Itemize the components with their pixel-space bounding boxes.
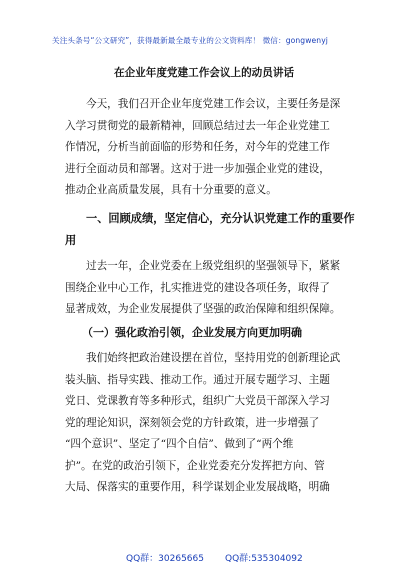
paragraph-line: 进行全面动员和部署。这对于进一步加强企业党的建设， bbox=[65, 162, 330, 175]
paragraph-line: “四个意识”、坚定了“四个自信”、做到了“两个维 bbox=[65, 438, 294, 450]
section-heading bbox=[65, 208, 355, 251]
document-title: 在企业年度党建工作会议上的动员讲话 bbox=[113, 67, 295, 79]
paragraph-line: 护”。在党的政治引领下，企业党委充分发挥把方向、管 bbox=[65, 459, 325, 472]
paragraph-line: 大局、保落实的重要作用，科学谋划企业发展战略，明确 bbox=[65, 481, 330, 493]
header-notice: 关注头条号“公文研究”，获得最新最全最专业的公文资料库！ 微信：gongwenyj bbox=[52, 36, 328, 45]
paragraph-line: 入学习贯彻党的最新精神，回顾总结过去一年企业党建工 bbox=[65, 119, 330, 132]
paragraph-line: 过去一年，企业党委在上级党组织的坚强领导下，紧紧 bbox=[86, 260, 341, 272]
paragraph-line: 我们始终把政治建设摆在首位，坚持用党的创新理论武 bbox=[86, 352, 341, 364]
paragraph-line: 装头脑、指导实践、推动工作。通过开展专题学习、主题 bbox=[65, 373, 330, 386]
paragraph-line: 党的理论知识，深刻领会党的方针政策，进一步增强了 bbox=[65, 416, 320, 429]
paragraph-line: 推动企业高质量发展，具有十分重要的意义。 bbox=[65, 184, 277, 196]
paragraph-line: 显著成效，为企业发展提供了坚强的政治保障和组织保障。 bbox=[65, 303, 341, 315]
heading-line: 用 bbox=[65, 232, 77, 247]
intro-paragraph bbox=[65, 94, 345, 202]
section-paragraph bbox=[65, 256, 345, 321]
subsection-heading: （一）强化政治引领，企业发展方向更加明确 bbox=[82, 326, 302, 339]
footer bbox=[0, 551, 408, 565]
paragraph-line: 今天，我们召开企业年度党建工作会议，主要任务是深 bbox=[86, 98, 341, 110]
subsection-paragraph bbox=[65, 348, 345, 499]
qq-group-left: QQ群：30265665 bbox=[126, 554, 204, 564]
paragraph-line: 围绕企业中心工作，扎实推进党的建设各项任务，取得了 bbox=[65, 281, 330, 294]
qq-group-right: QQ群:535304092 bbox=[225, 554, 303, 564]
paragraph-line: 作情况，分析当前面临的形势和任务，对今年的党建工作 bbox=[65, 141, 330, 153]
heading-line: 一、回顾成绩，坚定信心，充分认识党建工作的重要作 bbox=[86, 211, 355, 225]
paragraph-line: 党日、党课教育等多种形式，组织广大党员干部深入学习 bbox=[65, 395, 330, 407]
